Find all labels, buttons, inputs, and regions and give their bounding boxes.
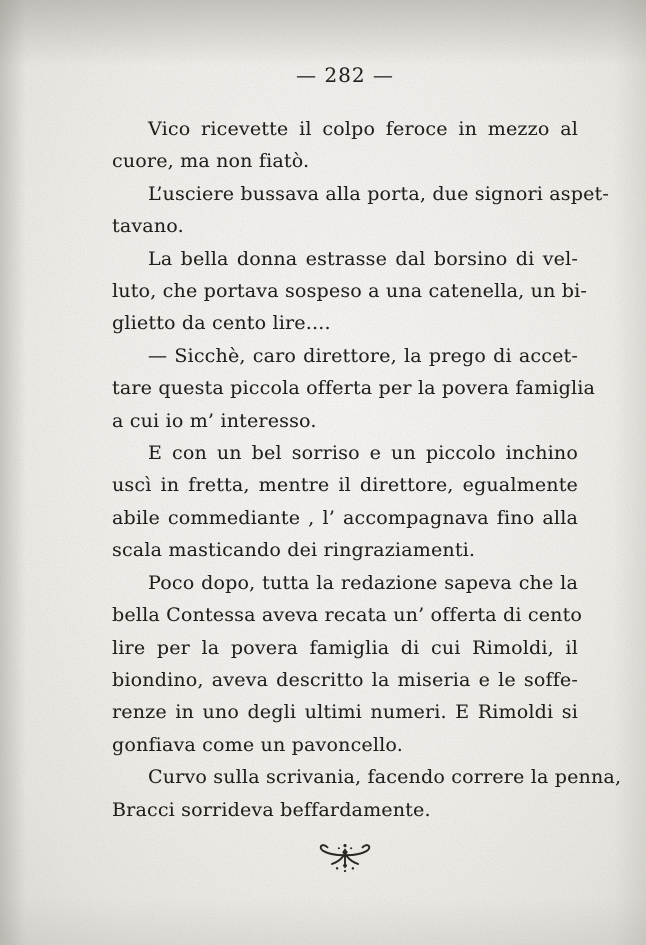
text-line: abile commediante , l’ accompagnava fino alla (112, 506, 578, 529)
text-line: renze in uno degli ultimi numeri. E Rimoldi si (112, 701, 578, 724)
page-number: — 282 — (296, 63, 394, 87)
text-line: Poco dopo, tutta la redazione sapeva che la (148, 571, 578, 594)
paragraph (112, 113, 578, 178)
text-line: La bella donna estrasse dal borsino di vel- (148, 247, 578, 270)
text-line: Vico ricevette il colpo feroce in mezzo al (148, 118, 578, 140)
text-line: lire per la povera famiglia di cui Rimoldi, il (112, 636, 578, 659)
text-column (112, 0, 622, 877)
paragraph (112, 761, 622, 826)
text-line: L’usciere bussava alla porta, due signori aspet- (148, 182, 610, 205)
text-line: Curvo sulla scrivania, facendo correre la penna, (148, 766, 622, 789)
text-line: E con un bel sorriso e un piccolo inchino (148, 442, 578, 465)
text-line: bella Contessa aveva recata un’ offerta di cento (112, 604, 583, 627)
page-text (112, 113, 622, 826)
paragraph (112, 340, 596, 437)
text-line: tavano. (112, 215, 184, 238)
fleuron-ornament-icon (317, 841, 373, 873)
text-line: Bracci sorrideva beffardamente. (112, 798, 431, 821)
text-line: gonfiava come un pavoncello. (112, 733, 403, 756)
text-line: a cui io m’ interesso. (112, 409, 317, 432)
text-line: biondino, aveva descritto la miseria e le soffe- (112, 668, 578, 691)
text-line: cuore, ma non fiatò. (112, 150, 310, 173)
text-line: tare questa piccola offerta per la povera famiglia (112, 377, 596, 400)
paragraph (112, 567, 583, 761)
text-line: glietto da cento lire.... (112, 312, 331, 335)
text-line: luto, che portava sospeso a una catenella, un bi- (112, 280, 588, 303)
text-line: — Sicchè, caro direttore, la prego di accet- (148, 344, 578, 367)
paragraph (112, 178, 610, 243)
text-line: uscì in fretta, mentre il direttore, egualmente (112, 474, 578, 497)
paragraph (112, 437, 578, 567)
text-line: scala masticando dei ringraziamenti. (112, 539, 476, 562)
tailpiece-container (112, 841, 578, 877)
paragraph (112, 243, 588, 340)
